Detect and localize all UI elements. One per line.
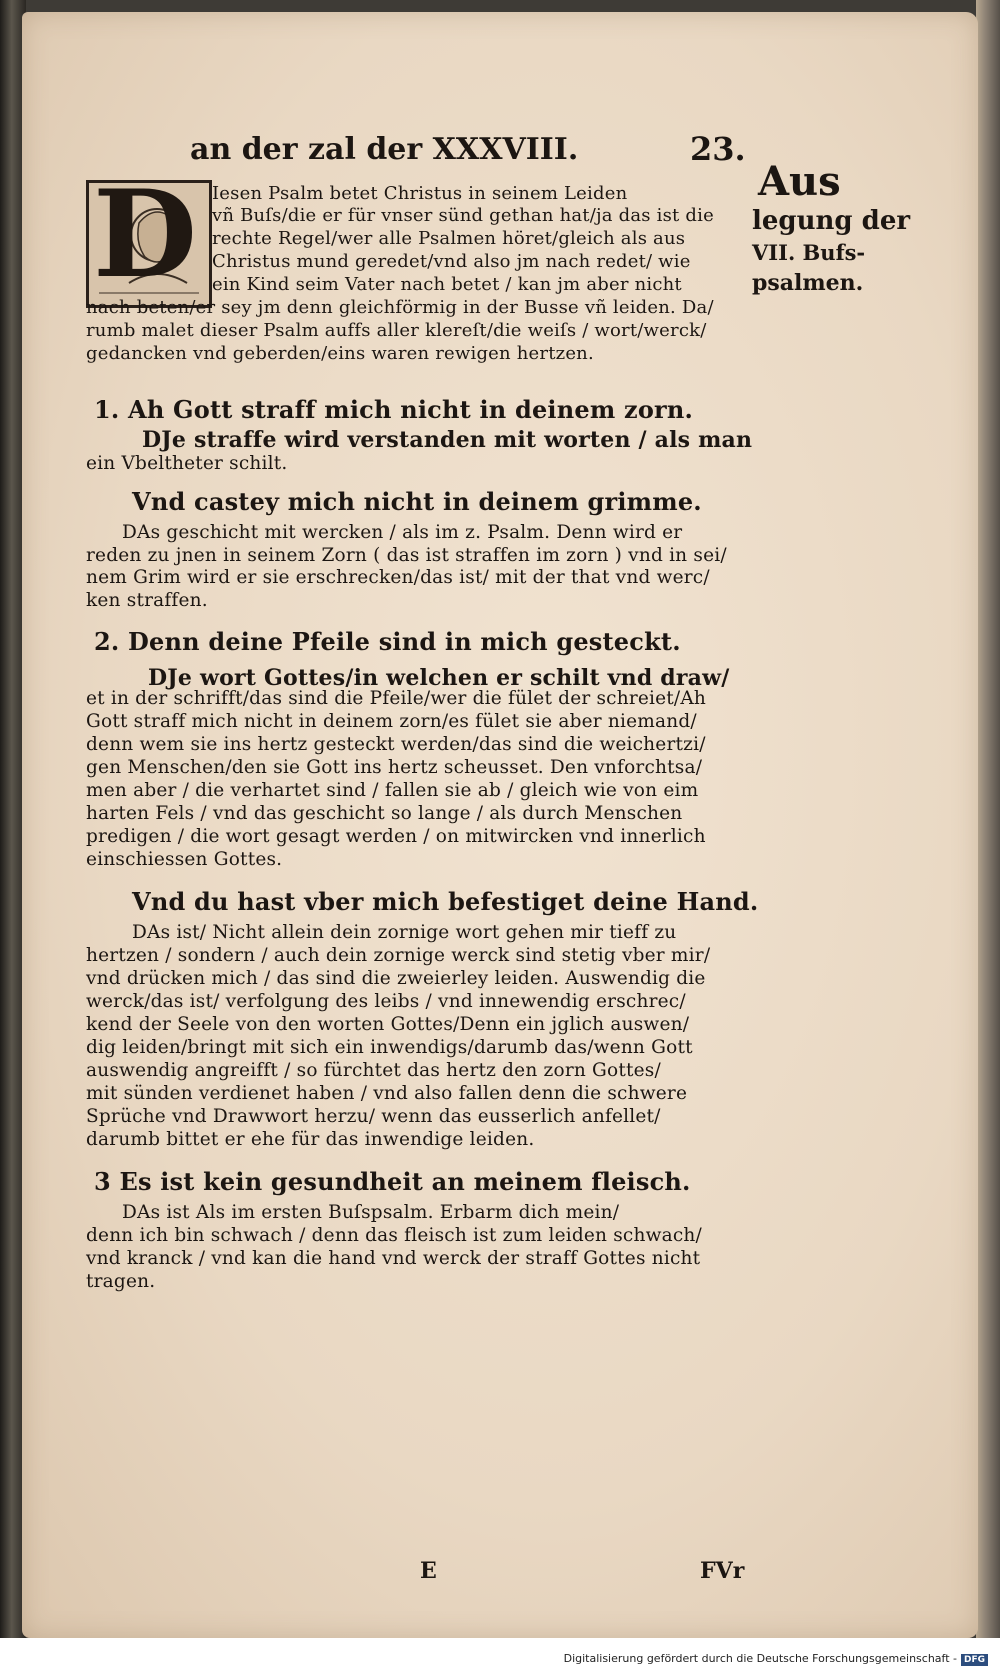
intro-line: ein Kind seim Vater nach betet / kan jm aber nicht	[212, 274, 682, 295]
commentary-line: dig leiden/bringt mit sich ein inwendigs/darumb das/wenn Gott	[86, 1037, 693, 1058]
intro-line: gedancken vnd geberden/eins waren rewigen hertzen.	[86, 343, 594, 364]
page-number: 23.	[690, 130, 746, 168]
commentary-line: ken straffen.	[86, 590, 208, 611]
commentary-line: predigen / die wort gesagt werden / on mitwircken vnd innerlich	[86, 826, 706, 847]
footer-bar	[0, 1638, 1000, 1676]
commentary-line: DAs ist Als im ersten Buſspsalm. Erbarm dich mein/	[122, 1202, 620, 1223]
verse-heading: 1. Ah Gott straff mich nicht in deinem zorn.	[94, 395, 694, 424]
commentary-line: DAs geschicht mit wercken / als im z. Psalm. Denn wird er	[122, 522, 683, 543]
commentary-line: Sprüche vnd Drawwort herzu/ wenn das eusserlich anfellet/	[86, 1106, 661, 1127]
commentary-line: ein Vbeltheter schilt.	[86, 453, 288, 474]
commentary-line: einschiessen Gottes.	[86, 849, 283, 870]
commentary-line: kend der Seele von den worten Gottes/Denn ein jglich auswen/	[86, 1014, 690, 1035]
commentary-line: werck/das ist/ verfolgung des leibs / vnd innewendig erschrec/	[86, 991, 686, 1012]
verse-heading: 2. Denn deine Pfeile sind in mich gesteckt.	[94, 627, 681, 656]
commentary-line: Gott straff mich nicht in deinem zorn/es fület sie aber niemand/	[86, 711, 697, 732]
footer-credit	[564, 1652, 988, 1666]
commentary-line: nem Grim wird er sie erschrecken/das ist/ mit der that vnd werc/	[86, 567, 710, 588]
verse-heading: Vnd castey mich nicht in deinem grimme.	[132, 487, 702, 516]
commentary-line: denn ich bin schwach / denn das fleisch ist zum leiden schwach/	[86, 1225, 702, 1246]
margin-note-line: VII. Bufs-	[752, 240, 866, 265]
margin-note-line: legung der	[752, 206, 911, 236]
intro-line: vñ Buſs/die er für vnser sünd gethan hat/ja das ist die	[212, 205, 714, 226]
commentary-line: vnd kranck / vnd kan die hand vnd werck der straff Gottes nicht	[86, 1248, 701, 1269]
commentary-line: DJe wort Gottes/in welchen er schilt vnd draw/	[148, 665, 730, 691]
commentary-line: denn wem sie ins hertz gesteckt werden/das sind die weichertzi/	[86, 734, 706, 755]
commentary-line: tragen.	[86, 1271, 156, 1292]
book-right-edge	[976, 0, 1000, 1676]
commentary-line: darumb bittet er ehe für das inwendige leiden.	[86, 1129, 535, 1150]
commentary-line: hertzen / sondern / auch dein zornige werck sind stetig vber mir/	[86, 945, 711, 966]
commentary-line: vnd drücken mich / das sind die zweierley leiden. Auswendig die	[86, 968, 706, 989]
intro-line: Christus mund geredet/vnd also jm nach redet/ wie	[212, 251, 691, 272]
running-head: an der zal der XXXVIII.	[190, 132, 579, 167]
commentary-line: harten Fels / vnd das geschicht so lange / als durch Menschen	[86, 803, 683, 824]
commentary-line: gen Menschen/den sie Gott ins hertz scheusset. Den vnforchtsa/	[86, 757, 703, 778]
commentary-line: auswendig angreifft / so fürchtet das hertz den zorn Gottes/	[86, 1060, 661, 1081]
signature-mark: E	[420, 1558, 437, 1584]
intro-line: rumb malet dieser Psalm auffs aller klereſt/die weiſs / wort/werck/	[86, 320, 707, 341]
margin-note-line: psalmen.	[752, 270, 864, 296]
commentary-line: men aber / die verhartet sind / fallen sie ab / gleich wie von eim	[86, 780, 699, 801]
commentary-line: reden zu jnen in seinem Zorn ( das ist straffen im zorn ) vnd in sei/	[86, 545, 727, 566]
intro-line: rechte Regel/wer alle Psalmen höret/gleich als aus	[212, 228, 686, 249]
intro-line: Iesen Psalm betet Christus in seinem Leiden	[212, 183, 628, 204]
margin-note	[752, 160, 910, 298]
commentary-line: DAs ist/ Nicht allein dein zornige wort gehen mir tieff zu	[132, 922, 677, 943]
commentary-line: et in der schrifft/das sind die Pfeile/wer die fület der schreiet/Ah	[86, 688, 707, 709]
footer-credit-text: Digitalisierung gefördert durch die Deutsche Forschungsgemeinschaft -	[563, 1652, 957, 1665]
catchword: FVr	[700, 1558, 745, 1584]
commentary-line: DJe straffe wird verstanden mit worten / als man	[142, 427, 753, 453]
commentary-line: mit sünden verdienet haben / vnd also fallen denn die schwere	[86, 1083, 688, 1104]
verse-heading: 3 Es ist kein gesundheit an meinem fleisch.	[94, 1167, 691, 1196]
margin-note-line: Aus	[758, 158, 841, 205]
dfg-logo-icon: DFG	[961, 1654, 988, 1666]
drop-cap-letter: D	[93, 164, 198, 305]
intro-line: nach beten/er sey jm denn gleichförmig in der Busse vñ leiden. Da/	[86, 297, 714, 318]
verse-heading: Vnd du hast vber mich befestiget deine Hand.	[132, 887, 759, 916]
drop-cap-ornament	[86, 164, 212, 308]
